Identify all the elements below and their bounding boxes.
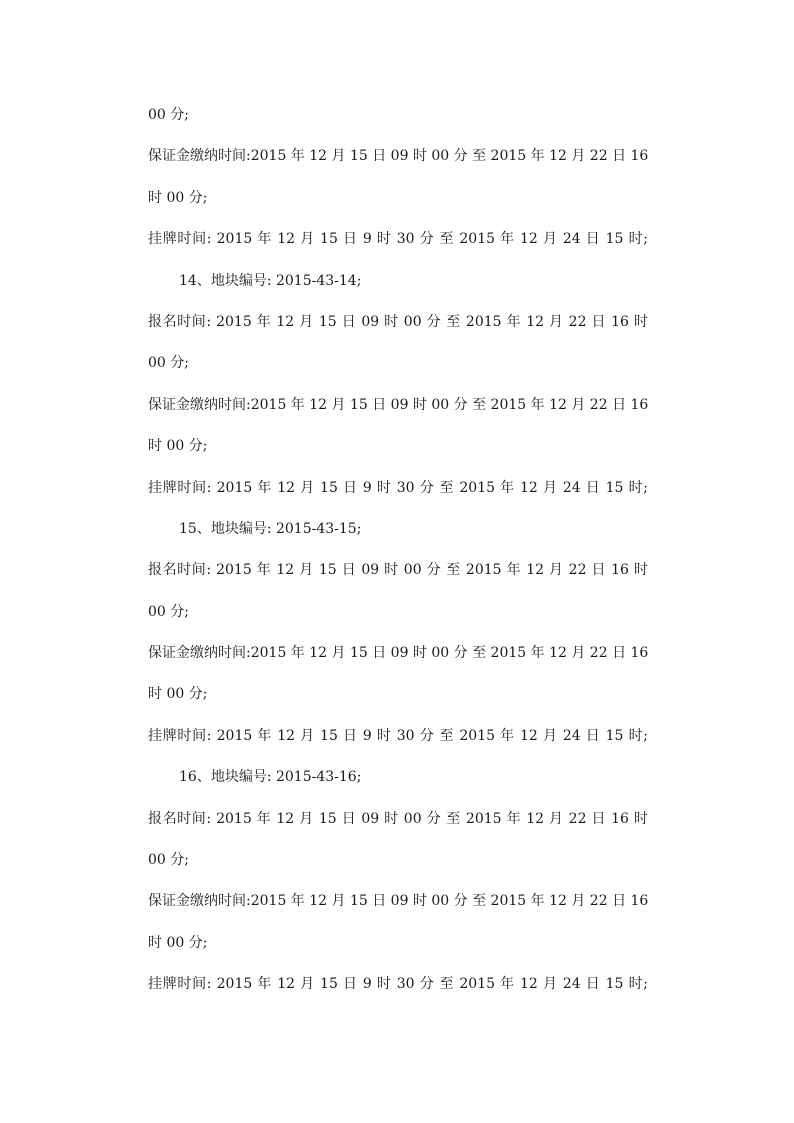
- listing-time-line: 挂牌时间: 2015 年 12 月 15 日 9 时 30 分 至 2015 年 12 月 24 日 15 时;: [148, 479, 648, 496]
- text-line-continuation: 00 分;: [148, 107, 189, 123]
- registration-time-line: 报名时间: 2015 年 12 月 15 日 09 时 00 分 至 2015 年 12 月 22 日 16 时: [148, 313, 648, 330]
- text-line-continuation: 时 00 分;: [148, 189, 208, 206]
- registration-time-line: 报名时间: 2015 年 12 月 15 日 09 时 00 分 至 2015 年 12 月 22 日 16 时: [148, 810, 648, 827]
- registration-time-line: 报名时间: 2015 年 12 月 15 日 09 时 00 分 至 2015 年 12 月 22 日 16 时: [148, 562, 648, 579]
- text-line-continuation: 时 00 分;: [148, 686, 208, 703]
- plot-number-heading: 16、地块编号: 2015-43-16;: [179, 769, 362, 786]
- deposit-time-line: 保证金缴纳时间:2015 年 12 月 15 日 09 时 00 分 至 2015 年 12 月 22 日 16: [148, 396, 649, 413]
- text-line-continuation: 00 分;: [148, 355, 189, 372]
- listing-time-line: 挂牌时间: 2015 年 12 月 15 日 9 时 30 分 至 2015 年 12 月 24 日 15 时;: [148, 976, 648, 993]
- deposit-time-line: 保证金缴纳时间:2015 年 12 月 15 日 09 时 00 分 至 2015 年 12 月 22 日 16: [148, 645, 649, 662]
- listing-time-line: 挂牌时间: 2015 年 12 月 15 日 9 时 30 分 至 2015 年 12 月 24 日 15 时;: [148, 231, 648, 248]
- text-line-continuation: 00 分;: [148, 603, 189, 620]
- listing-time-line: 挂牌时间: 2015 年 12 月 15 日 9 时 30 分 至 2015 年 12 月 24 日 15 时;: [148, 727, 648, 744]
- text-line-continuation: 时 00 分;: [148, 438, 208, 455]
- text-line-continuation: 00 分;: [148, 852, 189, 869]
- deposit-time-line: 保证金缴纳时间:2015 年 12 月 15 日 09 时 00 分 至 2015 年 12 月 22 日 16: [148, 893, 649, 910]
- text-line-continuation: 时 00 分;: [148, 934, 208, 951]
- plot-number-heading: 14、地块编号: 2015-43-14;: [179, 272, 362, 289]
- plot-number-heading: 15、地块编号: 2015-43-15;: [179, 520, 362, 537]
- document-page: [148, 105, 648, 1016]
- deposit-time-line: 保证金缴纳时间:2015 年 12 月 15 日 09 时 00 分 至 2015 年 12 月 22 日 16: [148, 148, 649, 165]
